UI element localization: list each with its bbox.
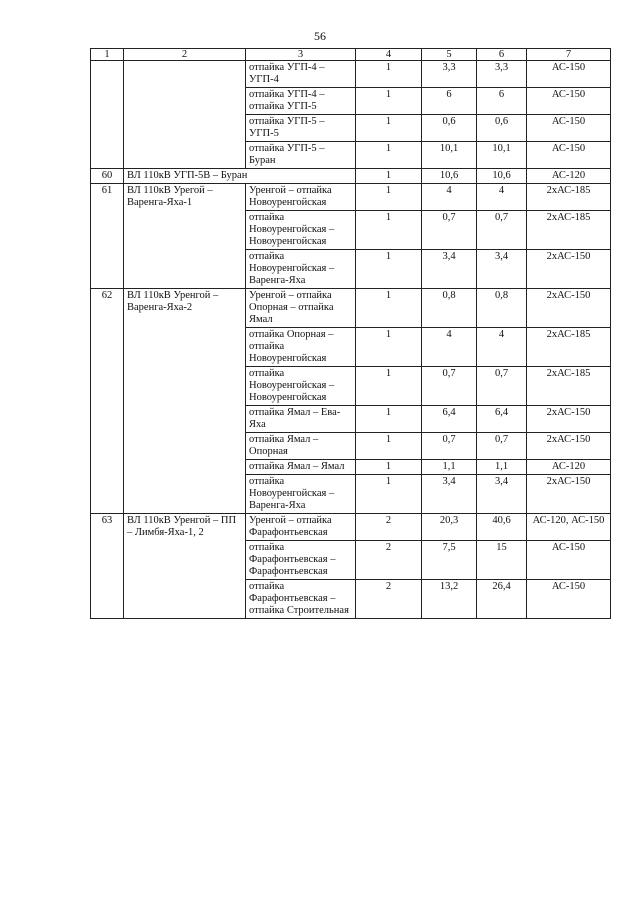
wire-brand-cell: АС-150 <box>527 541 611 580</box>
header-cell: 4 <box>356 49 422 61</box>
section-cell: отпайка УГП-4 – УГП-4 <box>246 61 356 88</box>
section-cell: отпайка УГП-5 – Буран <box>246 142 356 169</box>
circuit-count-cell: 1 <box>356 475 422 514</box>
header-row <box>91 49 611 61</box>
header-cell: 3 <box>246 49 356 61</box>
circuit-count-cell: 1 <box>356 88 422 115</box>
section-cell: отпайка Фарафонтьевская – отпайка Строительная <box>246 580 356 619</box>
length-cell: 1,1 <box>422 460 477 475</box>
row-number-cell: 61 <box>91 184 124 289</box>
wire-brand-cell: 2хАС-185 <box>527 328 611 367</box>
total-length-cell: 3,4 <box>477 475 527 514</box>
length-cell: 6,4 <box>422 406 477 433</box>
length-cell: 4 <box>422 328 477 367</box>
circuit-count-cell: 1 <box>356 169 422 184</box>
total-length-cell: 0,7 <box>477 367 527 406</box>
section-cell: отпайка Новоуренгойская – Варенга-Яха <box>246 475 356 514</box>
circuit-count-cell: 1 <box>356 460 422 475</box>
wire-brand-cell: АС-150 <box>527 580 611 619</box>
length-cell: 7,5 <box>422 541 477 580</box>
wire-brand-cell: АС-120 <box>527 460 611 475</box>
table-row <box>91 184 611 211</box>
circuit-count-cell: 1 <box>356 184 422 211</box>
length-cell: 3,4 <box>422 250 477 289</box>
wire-brand-cell: АС-150 <box>527 142 611 169</box>
length-cell: 3,3 <box>422 61 477 88</box>
wire-brand-cell: 2хАС-150 <box>527 433 611 460</box>
line-name-cell <box>124 61 246 169</box>
circuit-count-cell: 1 <box>356 211 422 250</box>
total-length-cell: 0,7 <box>477 433 527 460</box>
circuit-count-cell: 1 <box>356 433 422 460</box>
wire-brand-cell: АС-150 <box>527 115 611 142</box>
section-cell: отпайка УГП-5 – УГП-5 <box>246 115 356 142</box>
total-length-cell: 10,6 <box>477 169 527 184</box>
row-number-cell: 62 <box>91 289 124 514</box>
section-cell: отпайка Новоуренгойская – Новоуренгойская <box>246 211 356 250</box>
section-cell: Уренгой – отпайка Фарафонтьевская <box>246 514 356 541</box>
circuit-count-cell: 1 <box>356 406 422 433</box>
wire-brand-cell: 2хАС-150 <box>527 406 611 433</box>
line-name-cell: ВЛ 110кВ Уренгой – ПП – Лимбя-Яха-1, 2 <box>124 514 246 619</box>
length-cell: 0,7 <box>422 433 477 460</box>
line-name-cell: ВЛ 110кВ Уренгой – Варенга-Яха-2 <box>124 289 246 514</box>
section-cell: отпайка Опорная – отпайка Новоуренгойская <box>246 328 356 367</box>
total-length-cell: 0,7 <box>477 211 527 250</box>
section-cell: Уренгой – отпайка Опорная – отпайка Ямал <box>246 289 356 328</box>
wire-brand-cell: АС-150 <box>527 88 611 115</box>
header-cell: 6 <box>477 49 527 61</box>
total-length-cell: 4 <box>477 184 527 211</box>
wire-brand-cell: 2хАС-185 <box>527 211 611 250</box>
length-cell: 20,3 <box>422 514 477 541</box>
length-cell: 10,6 <box>422 169 477 184</box>
total-length-cell: 3,3 <box>477 61 527 88</box>
total-length-cell: 15 <box>477 541 527 580</box>
length-cell: 0,6 <box>422 115 477 142</box>
length-cell: 10,1 <box>422 142 477 169</box>
circuit-count-cell: 1 <box>356 250 422 289</box>
wire-brand-cell: 2хАС-150 <box>527 289 611 328</box>
circuit-count-cell: 2 <box>356 580 422 619</box>
header-cell: 2 <box>124 49 246 61</box>
total-length-cell: 26,4 <box>477 580 527 619</box>
length-cell: 3,4 <box>422 475 477 514</box>
table-row <box>91 169 611 184</box>
total-length-cell: 0,6 <box>477 115 527 142</box>
section-cell: Уренгой – отпайка Новоуренгойская <box>246 184 356 211</box>
table-row <box>91 514 611 541</box>
total-length-cell: 3,4 <box>477 250 527 289</box>
total-length-cell: 0,8 <box>477 289 527 328</box>
section-cell: отпайка УГП-4 – отпайка УГП-5 <box>246 88 356 115</box>
section-cell: отпайка Ямал – Опорная <box>246 433 356 460</box>
total-length-cell: 10,1 <box>477 142 527 169</box>
wire-brand-cell: АС-120, АС-150 <box>527 514 611 541</box>
section-cell: отпайка Ямал – Ева-Яха <box>246 406 356 433</box>
total-length-cell: 6,4 <box>477 406 527 433</box>
wire-brand-cell: 2хАС-185 <box>527 184 611 211</box>
page-number: 56 <box>314 29 326 43</box>
total-length-cell: 40,6 <box>477 514 527 541</box>
circuit-count-cell: 1 <box>356 367 422 406</box>
section-cell: отпайка Новоуренгойская – Новоуренгойская <box>246 367 356 406</box>
line-name-cell: ВЛ 110кВ Урегой – Варенга-Яха-1 <box>124 184 246 289</box>
row-number-cell <box>91 61 124 169</box>
circuit-count-cell: 2 <box>356 514 422 541</box>
line-name-cell: ВЛ 110кВ УГП-5В – Буран <box>124 169 356 184</box>
section-cell: отпайка Новоуренгойская – Варенга-Яха <box>246 250 356 289</box>
circuit-count-cell: 1 <box>356 115 422 142</box>
length-cell: 0,8 <box>422 289 477 328</box>
wire-brand-cell: 2хАС-150 <box>527 250 611 289</box>
circuit-count-cell: 1 <box>356 142 422 169</box>
length-cell: 6 <box>422 88 477 115</box>
total-length-cell: 4 <box>477 328 527 367</box>
length-cell: 13,2 <box>422 580 477 619</box>
circuit-count-cell: 1 <box>356 61 422 88</box>
total-length-cell: 1,1 <box>477 460 527 475</box>
wire-brand-cell: 2хАС-150 <box>527 475 611 514</box>
circuit-count-cell: 2 <box>356 541 422 580</box>
header-cell: 7 <box>527 49 611 61</box>
table-row <box>91 289 611 328</box>
power-lines-table <box>90 48 611 619</box>
table-row <box>91 61 611 88</box>
circuit-count-cell: 1 <box>356 328 422 367</box>
wire-brand-cell: АС-150 <box>527 61 611 88</box>
length-cell: 0,7 <box>422 211 477 250</box>
row-number-cell: 60 <box>91 169 124 184</box>
wire-brand-cell: АС-120 <box>527 169 611 184</box>
section-cell: отпайка Фарафонтьевская – Фарафонтьевская <box>246 541 356 580</box>
circuit-count-cell: 1 <box>356 289 422 328</box>
section-cell: отпайка Ямал – Ямал <box>246 460 356 475</box>
row-number-cell: 63 <box>91 514 124 619</box>
length-cell: 4 <box>422 184 477 211</box>
total-length-cell: 6 <box>477 88 527 115</box>
wire-brand-cell: 2хАС-185 <box>527 367 611 406</box>
header-cell: 5 <box>422 49 477 61</box>
header-cell: 1 <box>91 49 124 61</box>
length-cell: 0,7 <box>422 367 477 406</box>
